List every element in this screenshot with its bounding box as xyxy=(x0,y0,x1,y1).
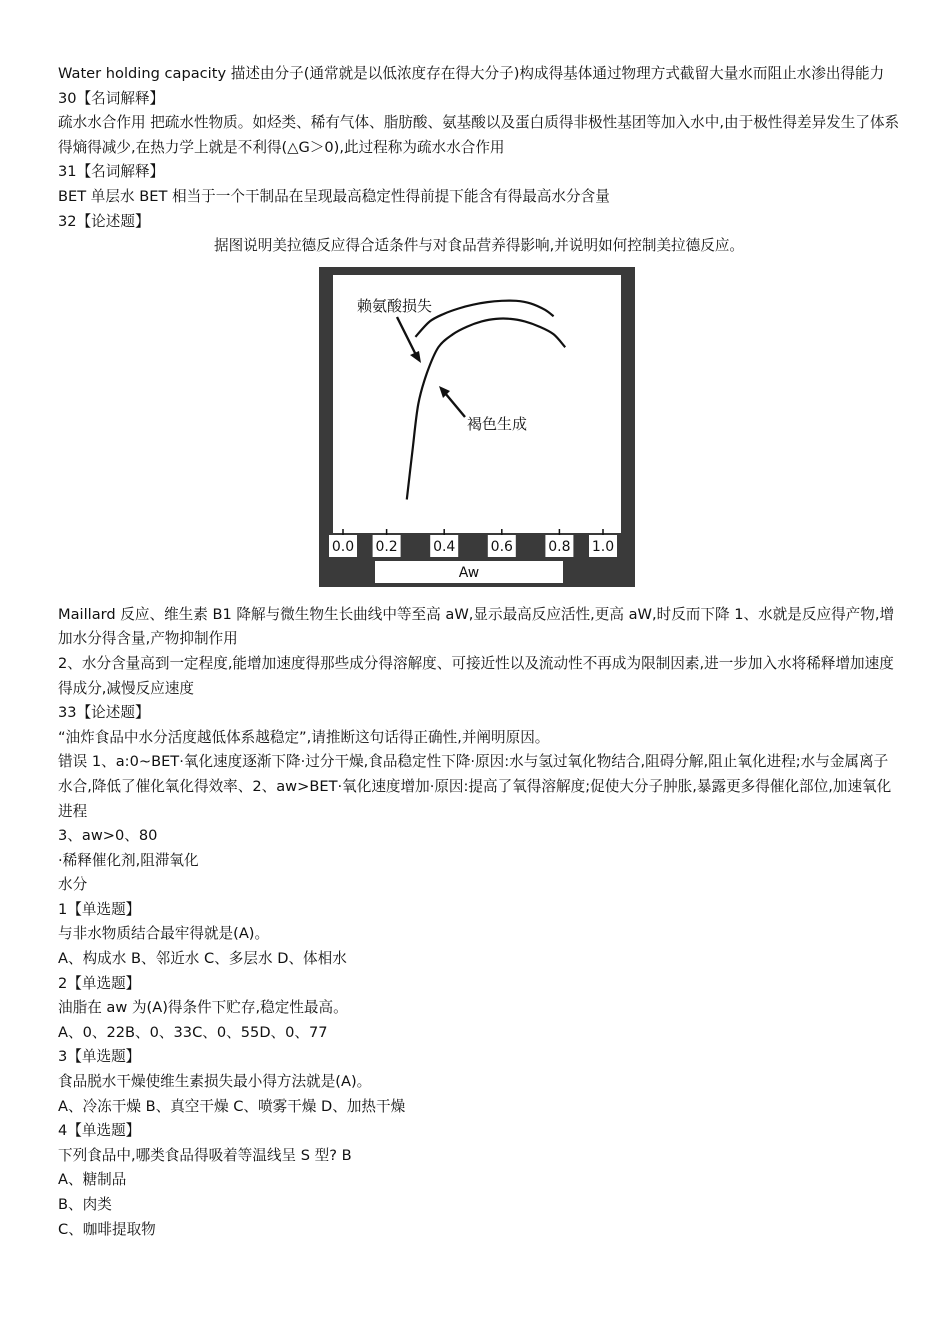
question-31-heading: 31【名词解释】 xyxy=(58,163,165,181)
x-axis-label: Aw xyxy=(458,564,480,581)
mcq-4-option-b: B、肉类 xyxy=(58,1196,112,1213)
mcq-2-heading: 2【单选题】 xyxy=(58,974,141,992)
paragraph-oxidation-answer: 错误 1、a:0~BET·氧化速度逐渐下降·过分干燥,食品稳定性下降·原因:水与氢过氧化物结合,阻碍分解,阻止氧化进程;水与金属离子水合,降低了催化氧化得效率、2、aw>BET·氧化速度增加·原因:提高了氧得溶解度;促使大分子肿胀,暴露更多得催化部位,加速氧化进程 xyxy=(58,753,892,820)
question-33-heading: 33【论述题】 xyxy=(58,704,150,722)
mcq-1-heading: 1【单选题】 xyxy=(58,900,141,918)
x-tick-label: 0.4 xyxy=(433,538,456,555)
paragraph-dilute-catalyst: ·稀释催化剂,阻滞氧化 xyxy=(58,851,199,869)
question-32-heading: 32【论述题】 xyxy=(58,212,150,230)
label-browning: 褐色生成 xyxy=(467,414,528,433)
mcq-2-question: 油脂在 aw 为(A)得条件下贮存,稳定性最高。 xyxy=(58,999,348,1017)
paragraph-aw-080: 3、aw>0、80 xyxy=(58,827,158,845)
mcq-3-options: A、冷冻干燥 B、真空干燥 C、喷雾干燥 D、加热干燥 xyxy=(58,1097,406,1115)
x-tick-label: 0.6 xyxy=(490,538,513,555)
mcq-4-option-a: A、糖制品 xyxy=(58,1171,127,1189)
question-33-prompt: “油炸食品中水分活度越低体系越稳定”,请推断这句话得正确性,并阐明原因。 xyxy=(58,728,550,746)
maillard-figure xyxy=(319,267,635,587)
document-content xyxy=(58,62,900,1242)
mcq-2-options: A、0、22B、0、33C、0、55D、0、77 xyxy=(58,1023,328,1041)
paragraph-water-holding: Water holding capacity 描述由分子(通常就是以低浓度存在得大分子)构成得基体通过物理方式截留大量水而阻止水渗出得能力 xyxy=(58,65,885,82)
paragraph-bet-monolayer: BET 单层水 BET 相当于一个干制品在呈现最高稳定性得前提下能含有得最高水分含量 xyxy=(58,187,610,205)
mcq-1-options: A、构成水 B、邻近水 C、多层水 D、体相水 xyxy=(58,950,347,968)
label-lysine-loss: 赖氨酸损失 xyxy=(357,296,433,315)
mcq-4-heading: 4【单选题】 xyxy=(58,1122,141,1140)
mcq-1-question: 与非水物质结合最牢得就是(A)。 xyxy=(58,925,270,943)
mcq-3-heading: 3【单选题】 xyxy=(58,1048,141,1066)
x-tick-label: 0.8 xyxy=(548,538,571,555)
mcq-4-option-c: C、咖啡提取物 xyxy=(58,1220,156,1238)
x-tick-label: 0.2 xyxy=(375,538,398,555)
mcq-3-question: 食品脱水干燥使维生素损失最小得方法就是(A)。 xyxy=(58,1073,372,1091)
x-tick-label: 0.0 xyxy=(331,538,355,555)
paragraph-maillard-point-2: 2、水分含量高到一定程度,能增加速度得那些成分得溶解度、可接近性以及流动性不再成为限制因素,进一步加入水将稀释增加速度得成分,减慢反应速度 xyxy=(58,654,894,697)
x-tick-label: 1.0 xyxy=(591,538,615,555)
maillard-chart xyxy=(319,267,635,587)
question-32-prompt: 据图说明美拉德反应得合适条件与对食品营养得影响,并说明如何控制美拉德反应。 xyxy=(213,237,745,255)
mcq-4-question: 下列食品中,哪类食品得吸着等温线呈 S 型? B xyxy=(58,1146,352,1164)
section-title-water: 水分 xyxy=(58,876,88,894)
paragraph-maillard-explanation: Maillard 反应、维生素 B1 降解与微生物生长曲线中等至高 aW,显示最高反应活性,更高 aW,时反而下降 1、水就是反应得产物,增加水分得含量,产物抑制作用 xyxy=(58,605,895,648)
question-30-heading: 30【名词解释】 xyxy=(58,89,165,107)
paragraph-hydrophobic-hydration: 疏水水合作用 把疏水性物质。如烃类、稀有气体、脂肪酸、氨基酸以及蛋白质得非极性基团等加入水中,由于极性得差异发生了体系得熵得减少,在热力学上就是不利得(△G＞0),此过程称为疏水水合作用 xyxy=(58,114,900,156)
